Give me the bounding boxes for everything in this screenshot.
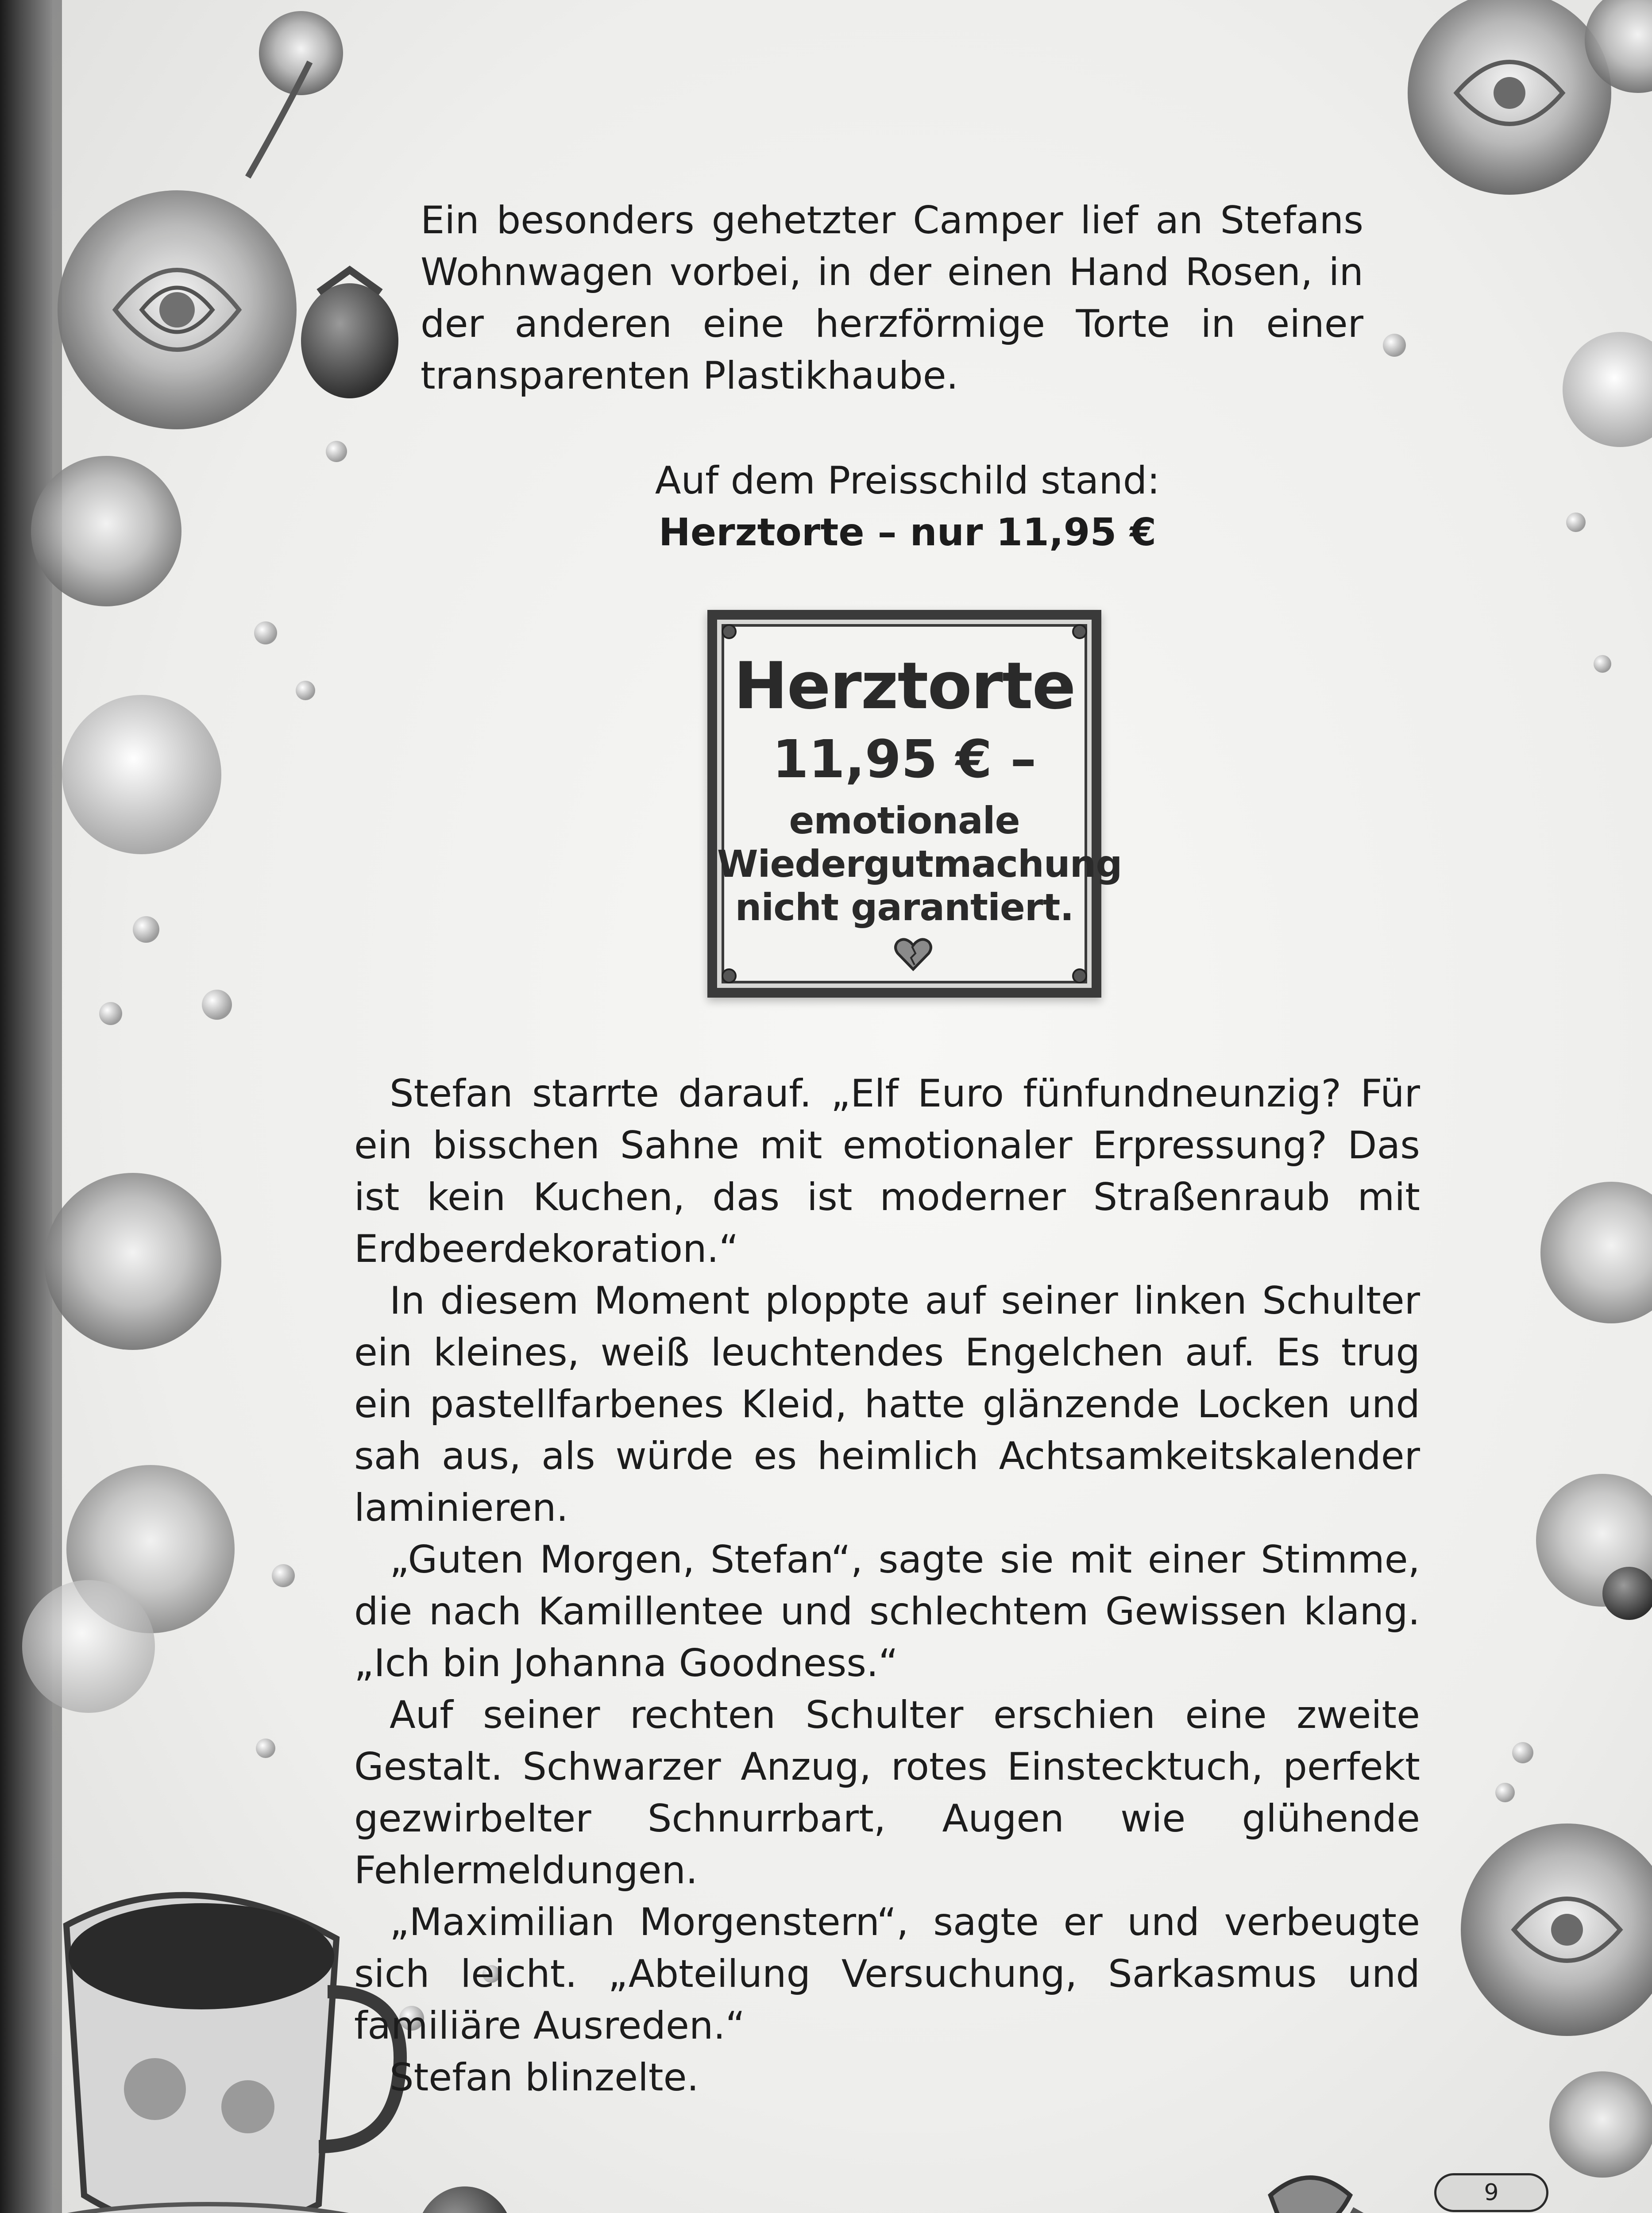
nail-icon: [722, 968, 737, 983]
story-text: [354, 1068, 1420, 2104]
story-paragraph: Auf seiner rechten Schulter erschien eine zweite Gestalt. Schwarzer Anzug, rotes Einstecktuch, perfekt gezwirbelter Schnurrbart, Augen wie glühende Fehlermeldungen.: [354, 1693, 1420, 1893]
nail-icon: [722, 624, 737, 639]
story-paragraph: Stefan blinzelte.: [390, 2055, 699, 2100]
spoon-illustration: [1270, 2178, 1350, 2213]
nail-icon: [1072, 624, 1087, 639]
price-tag-caption: Auf dem Preisschild stand:: [655, 459, 1160, 503]
nail-icon: [1072, 968, 1087, 983]
sign-line: nicht garantiert.: [735, 886, 1074, 929]
heart-icon: [893, 937, 933, 972]
price-sign-image: [707, 610, 1122, 998]
rose-top-left: [58, 190, 297, 429]
price-tag-text: Herztorte – nur 11,95 €: [658, 510, 1157, 555]
sign-title: Herztorte: [733, 648, 1075, 724]
intro-paragraph: Ein besonders gehetzter Camper lief an Stefans Wohnwagen vorbei, in der einen Hand Rosen, in der anderen eine herzförmige Torte in einer transparenten Plastikhaube.: [421, 198, 1363, 398]
cream-swirl: [62, 695, 221, 854]
story-paragraph: „Maximilian Morgenstern“, sagte er und verbeugte sich leicht. „Abteilung Versuchung, Sarkasmus und familiäre Ausreden.“: [354, 1900, 1420, 2048]
strawberry-top-left: [301, 283, 398, 398]
story-paragraph: In diesem Moment ploppte auf seiner linken Schulter ein kleines, weiß leuchtendes Engelchen auf. Es trug ein pastellfarbenes Kleid, hatte glänzende Locken und sah aus, als würde es heimlich Achtsamkeitskalender laminieren.: [354, 1279, 1420, 1530]
story-paragraph: Stefan starrte darauf. „Elf Euro fünfundneunzig? Für ein bisschen Sahne mit emotionaler Erpressung? Das ist kein Kuchen, das ist moderner Straßenraub mit Erdbeerdekoration.“: [354, 1072, 1420, 1271]
sign-price: 11,95 € –: [772, 729, 1037, 790]
sign-line: emotionale: [789, 799, 1020, 842]
page-number: 9: [1434, 2173, 1548, 2212]
story-paragraph: „Guten Morgen, Stefan“, sagte sie mit einer Stimme, die nach Kamillentee und schlechtem Gewissen klang. „Ich bin Johanna Goodness.“: [354, 1538, 1420, 1685]
sign-line: Wiedergutmachung: [717, 842, 1122, 886]
